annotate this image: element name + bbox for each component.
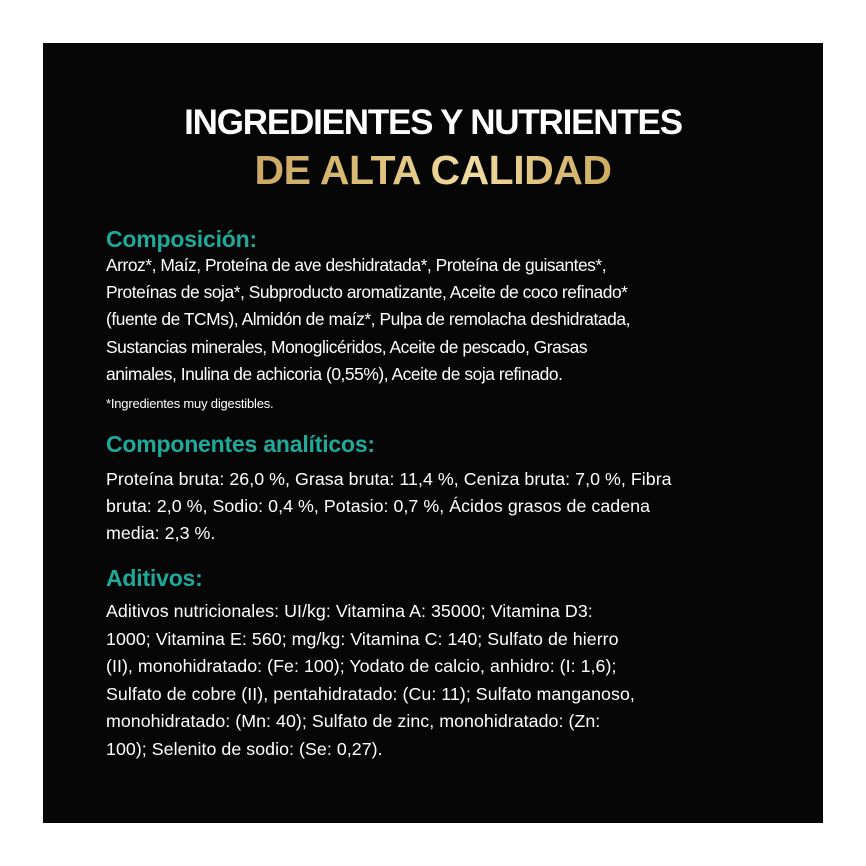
- composition-line: Proteínas de soja*, Subproducto aromatizante, Aceite de coco refinado*: [106, 282, 628, 303]
- composition-line: Sustancias minerales, Monoglicéridos, Aceite de pescado, Grasas: [106, 336, 588, 357]
- analytical-heading: Componentes analíticos:: [106, 431, 375, 457]
- analytical-line: bruta: 2,0 %, Sodio: 0,4 %, Potasio: 0,7 %, Ácidos grasos de cadena: [106, 496, 651, 516]
- composition-footnote: *Ingredientes muy digestibles.: [106, 396, 274, 411]
- additives-line: 1000; Vitamina E: 560; mg/kg: Vitamina C: 140; Sulfato de hierro: [106, 628, 619, 649]
- composition-line: (fuente de TCMs), Almidón de maíz*, Pulpa de remolacha deshidratada,: [106, 309, 630, 330]
- composition-heading: Composición:: [106, 226, 257, 252]
- analytical-line: media: 2,3 %.: [106, 523, 216, 543]
- analytical-text: [106, 466, 786, 547]
- composition-line: Arroz*, Maíz, Proteína de ave deshidratada*, Proteína de guisantes*,: [106, 255, 607, 275]
- additives-text: [106, 598, 786, 764]
- additives-heading: Aditivos:: [106, 565, 203, 591]
- additives-line: Aditivos nutricionales: UI/kg: Vitamina A: 35000; Vitamina D3:: [106, 601, 593, 621]
- additives-line: Sulfato de cobre (II), pentahidratado: (Cu: 11); Sulfato manganoso,: [106, 683, 635, 704]
- title-line-2: DE ALTA CALIDAD: [43, 147, 823, 193]
- product-info-panel: [43, 43, 823, 823]
- composition-text: [106, 252, 786, 388]
- additives-line: monohidratado: (Mn: 40); Sulfato de zinc, monohidratado: (Zn:: [106, 711, 601, 732]
- additives-line: (II), monohidratado: (Fe: 100); Yodato de calcio, anhidro: (I: 1,6);: [106, 656, 617, 677]
- analytical-line: Proteína bruta: 26,0 %, Grasa bruta: 11,4 %, Ceniza bruta: 7,0 %, Fibra: [106, 469, 672, 489]
- composition-line: animales, Inulina de achicoria (0,55%), Aceite de soja refinado.: [106, 363, 563, 384]
- additives-line: 100); Selenito de sodio: (Se: 0,27).: [106, 738, 383, 759]
- title-line-1: INGREDIENTES Y NUTRIENTES: [184, 103, 682, 142]
